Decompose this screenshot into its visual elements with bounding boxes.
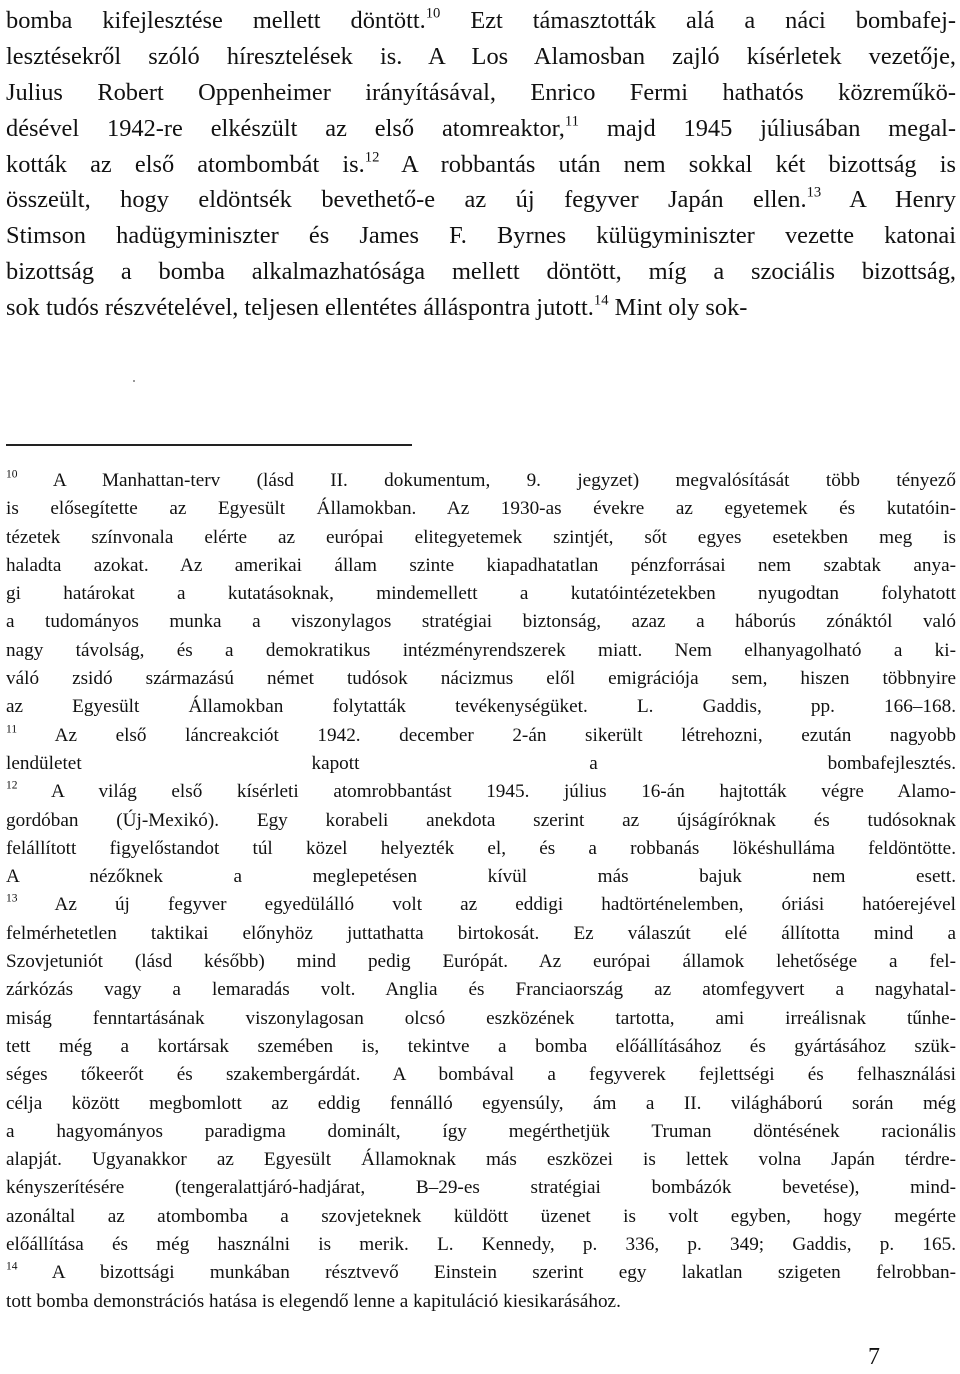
text-line	[6, 290, 956, 326]
line-text: haladta azokat. Az amerikai állam szinte kiapadhatatlan pénzforrásai nem szabtak anya-	[6, 554, 956, 576]
footnote-number: 12	[6, 779, 18, 792]
line-text: désével 1942-re elkészült az első atomreaktor,	[6, 114, 565, 142]
footnote-number: 10	[6, 468, 18, 481]
footnote-line	[6, 608, 956, 636]
footnote-line	[6, 637, 956, 665]
footnote-line	[6, 835, 956, 863]
footnote-reference: 10	[425, 5, 441, 22]
line-text: váló zsidó származású német tudósok nácizmus elől emigrációja sem, hiszen többnyire	[6, 668, 956, 690]
footnote-line	[6, 1259, 956, 1287]
text-line	[6, 75, 956, 111]
text-line	[6, 111, 956, 147]
footnote-reference: 12	[364, 149, 380, 166]
line-text: kényszerítésére (tengeralattjáró-hadjárat, B–29-es stratégiai bombázók bevetése), mind-	[6, 1177, 956, 1199]
footnote-line	[6, 693, 956, 721]
line-text: séges tőkeerőt és szakembergárdát. A bombával a fegyverek fejlettségi és felhasználási	[6, 1064, 956, 1086]
line-text: gi határokat a kutatásoknak, mindemellett a kutatóintézetekben nyugodtan folyhatott	[6, 583, 956, 605]
footnote-reference: 14	[593, 292, 609, 309]
page-number: 7	[868, 1344, 880, 1370]
footnote-number: 11	[6, 723, 18, 736]
line-text: előállítása és még használni is merik. L. Kennedy, p. 336, p. 349; Gaddis, p. 165.	[6, 1234, 956, 1256]
line-text: azonáltal az atombomba a szovjeteknek küldött üzenet is volt egyben, hogy megérte	[6, 1205, 956, 1227]
footnote-reference: 13	[806, 184, 822, 201]
line-text: a tudományos munka a viszonylagos stratégiai biztonság, azaz a háborús zónáktól való	[6, 611, 956, 633]
line-text: az Egyesült Államokban folytatták tevékenységüket. L. Gaddis, pp. 166–168.	[6, 696, 956, 718]
line-text: a hagyományos paradigma dominált, így megérthetjük Truman döntésének racionális	[6, 1120, 956, 1142]
line-text: A világ első kísérleti atomrobbantást 1945. július 16-án hajtották végre Alamo-	[17, 781, 956, 803]
line-text: lesztésekről szóló híresztelések is. A Los Alamosban zajló kísérletek vezetője,	[6, 42, 956, 70]
footnote-line	[6, 1231, 956, 1259]
footnote-line	[6, 807, 956, 835]
line-text: lendületet kapott a bombafejlesztés.	[6, 752, 956, 774]
line-text: miság fenntartásának viszonylagosan olcsó eszközének tartotta, ami irreálisnak tűnhe-	[6, 1007, 956, 1029]
line-text: Ezt támasztották alá a náci bombafej-	[440, 7, 956, 34]
line-text: felállított figyelőstandot túl közel helyezték el, és a robbanás lökéshulláma feldöntötte.	[6, 837, 956, 859]
footnote-line	[6, 891, 956, 919]
footnote-number: 13	[6, 893, 18, 906]
footnote-line	[6, 495, 956, 523]
line-text: sok tudós részvételével, teljesen ellentétes álláspontra jutott.	[6, 294, 594, 322]
footnote-line	[6, 552, 956, 580]
line-text: gordóban (Új-Mexikó). Egy korabeli anekdota szerint az újságíróknak és tudósoknak	[6, 809, 956, 831]
footnote-line	[6, 750, 956, 778]
footnote-line	[6, 863, 956, 891]
footnote-line	[6, 1203, 956, 1231]
footnote-line	[6, 1090, 956, 1118]
line-text: Julius Robert Oppenheimer irányításával, Enrico Fermi hathatós közreműkö-	[6, 78, 956, 106]
footnotes	[6, 467, 956, 1316]
footnote-line	[6, 1288, 956, 1316]
line-text: bizottság a bomba alkalmazhatósága mellett döntött, míg a szociális bizottság,	[6, 258, 956, 286]
footnote-line	[6, 1146, 956, 1174]
line-text: Az új fegyver egyedülálló volt az eddigi hadtörténelemben, óriási hatóerejével	[17, 894, 956, 916]
scan-speck	[133, 380, 135, 382]
footnote-line	[6, 722, 956, 750]
line-text: célja között megbomlott az eddig fennálló egyensúly, ám a II. világháború során még	[6, 1092, 956, 1114]
footnote-number: 14	[6, 1261, 18, 1274]
line-text: Mint oly sok-	[608, 294, 748, 322]
footnote-line	[6, 665, 956, 693]
line-text: felmérhetetlen taktikai előnyhöz juttathatta birtokosát. Ez válaszút elé állította mind a	[6, 922, 956, 944]
line-text: is elősegítette az Egyesült Államokban. Az 1930-as évekre az egyetemek és kutatóin-	[6, 498, 956, 520]
footnote-line	[6, 778, 956, 806]
footnote-line	[6, 467, 956, 495]
line-text: kották az első atombombát is.	[6, 150, 365, 178]
line-text: tézetek színvonala elérte az európai elitegyetemek szintjét, sőt egyes esetekben meg is	[6, 526, 956, 548]
footnote-line	[6, 1174, 956, 1202]
footnote-line	[6, 976, 956, 1004]
text-line	[6, 182, 956, 218]
text-line	[6, 39, 956, 75]
line-text: A robbantás után nem sokkal két bizottság is	[379, 150, 956, 178]
text-line	[6, 3, 956, 39]
line-text: A bizottsági munkában résztvevő Einstein szerint egy lakatlan szigeten felrobban-	[17, 1262, 956, 1284]
text-line	[6, 254, 956, 290]
line-text: alapját. Ugyanakkor az Egyesült Államoknak más eszközei is lettek volna Japán térdre-	[6, 1149, 956, 1171]
line-text: Az első láncreakciót 1942. december 2-án sikerült létrehozni, ezután nagyobb	[17, 724, 956, 746]
line-text: Szovjetuniót (lásd később) mind pedig Európát. Az európai államok lehetősége a fel-	[6, 951, 956, 973]
line-text: zárkózás vagy a lemaradás volt. Anglia és Franciaország az atomfegyvert a nagyhatal-	[6, 979, 956, 1001]
line-text: bomba kifejlesztése mellett döntött.	[6, 7, 426, 34]
line-text: összeült, hogy eldöntsék bevethető-e az új fegyver Japán ellen.	[6, 186, 807, 214]
footnote-separator	[6, 444, 412, 446]
footnote-line	[6, 1118, 956, 1146]
footnote-line	[6, 1061, 956, 1089]
line-text: nagy távolság, és a demokratikus intézményrendszerek miatt. Nem elhanyagolható a ki-	[6, 639, 956, 661]
footnote-line	[6, 948, 956, 976]
footnote-reference: 11	[564, 113, 579, 130]
footnote-line	[6, 580, 956, 608]
footnote-line	[6, 920, 956, 948]
line-text: tett még a kortársak szemében is, tekintve a bomba előállításához és gyártásához szük-	[6, 1035, 956, 1057]
line-text: A nézőknek a meglepetésen kívül más bajuk nem esett.	[6, 866, 956, 888]
footnote-line	[6, 524, 956, 552]
line-text: tott bomba demonstrációs hatása is elegendő lenne a kapituláció kiesikarásához.	[6, 1290, 621, 1312]
text-line	[6, 147, 956, 183]
text-line	[6, 218, 956, 254]
line-text: majd 1945 júliusában megal-	[579, 114, 956, 142]
line-text: A Manhattan-terv (lásd II. dokumentum, 9. jegyzet) megvalósítását több tényező	[17, 470, 956, 491]
footnote-line	[6, 1033, 956, 1061]
line-text: Stimson hadügyminiszter és James F. Byrnes külügyminiszter vezette katonai	[6, 222, 956, 250]
footnote-line	[6, 1005, 956, 1033]
line-text: A Henry	[821, 186, 956, 214]
main-text	[6, 3, 956, 326]
